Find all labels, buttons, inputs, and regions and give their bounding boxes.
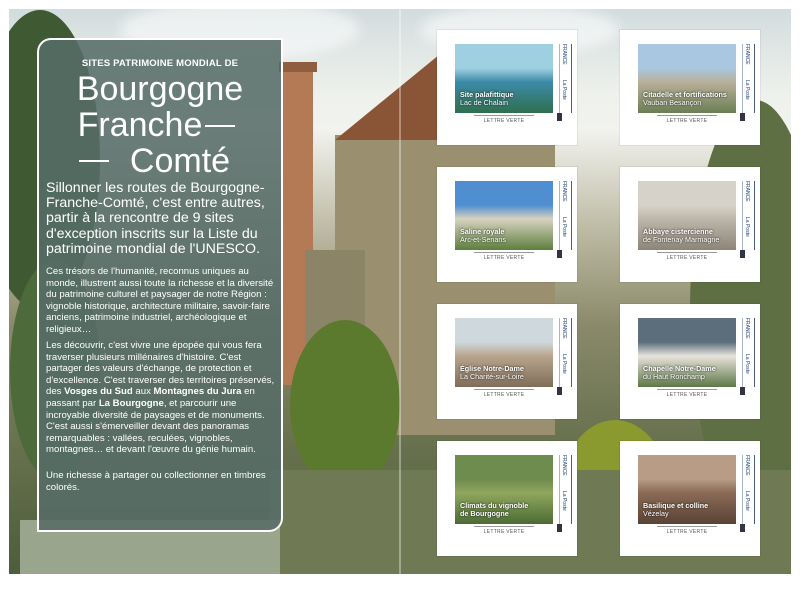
- sheet-fold: [399, 0, 401, 592]
- stamp-edge-band: [571, 44, 572, 113]
- stamp-issuer: La Poste: [561, 80, 567, 100]
- stamp-4: [620, 167, 760, 282]
- stamp-phosphor-band: [559, 181, 560, 250]
- stamp-value: LETTRE VERTE: [437, 118, 571, 124]
- stamp-image: [638, 455, 736, 524]
- stamp-caption-line-2: de Bourgogne: [460, 509, 509, 519]
- stamp-caption: [643, 228, 719, 245]
- title-line-3: Comté: [129, 142, 231, 180]
- text-run: en passant par: [46, 386, 255, 409]
- chimney-cap: [279, 62, 317, 72]
- stamp-value: LETTRE VERTE: [620, 118, 754, 124]
- stamp-issuer: La Poste: [561, 491, 567, 511]
- stamp-issuer: La Poste: [744, 80, 750, 100]
- stamp-caption-line-1: Climats du vignoble: [460, 500, 529, 510]
- stamp-country: FRANCE: [561, 318, 567, 339]
- stamp-value: LETTRE VERTE: [437, 255, 571, 261]
- text-run: , et parcourir une incroyable diversité de paysages et de monuments. C'est aussi s'émerveiller devant des panoramas remarquables : vallées, reculées, vignobles, montagnes… et devant l'œuvre du génie humain.: [46, 397, 265, 456]
- stamp-caption-line-1: Chapelle Notre-Dame: [643, 363, 716, 373]
- stamp-value: LETTRE VERTE: [620, 255, 754, 261]
- stamp-country: FRANCE: [744, 44, 750, 65]
- stamp-value: LETTRE VERTE: [437, 529, 571, 535]
- text-bold-jura: Montagnes du Jura: [153, 386, 242, 398]
- stamp-edge-band: [571, 181, 572, 250]
- sheet-bottom-margin: [0, 574, 800, 592]
- stamp-edge-band: [571, 318, 572, 387]
- stamp-caption-line-2: Vauban Besançon: [643, 98, 702, 108]
- panel-paragraph-1: Ces trésors de l'humanité, reconnus uniques au monde, illustrent aussi toute la richesse et la diversité du patrimoine culturel et paysager de notre Région : vignoble historique, architecture militaire, savoir-faire anciens, patrimoine industriel, archéologique et religieux…: [46, 266, 274, 335]
- stamp-3: [437, 167, 577, 282]
- stamp-1: [437, 30, 577, 145]
- stamp-caption-line-2: Arc-et-Senans: [460, 235, 506, 245]
- stamp-issuer: La Poste: [744, 491, 750, 511]
- text-bold-vosges: Vosges du Sud: [64, 386, 133, 398]
- stamp-7: [437, 441, 577, 556]
- panel-paragraph-2: [46, 340, 278, 456]
- stamp-phosphor-band: [742, 318, 743, 387]
- title-rule-1: [205, 125, 235, 127]
- info-panel: [37, 38, 283, 532]
- stamp-caption-line-1: Citadelle et fortifications: [643, 89, 727, 99]
- stamp-issuer: La Poste: [561, 217, 567, 237]
- stamp-value: LETTRE VERTE: [437, 392, 571, 398]
- stamp-edge-band: [754, 44, 755, 113]
- stamp-image: [638, 181, 736, 250]
- text-run: Les découvrir, c'est vivre une épopée qui vous fera traverser plusieurs millénaires d'histoire. C'est partager des valeurs d'échange, de protection et d'excellence. C'est traverser des territoires préservés, des: [46, 340, 275, 398]
- stamp-caption: [643, 91, 727, 108]
- stamp-caption: [460, 91, 514, 108]
- text-bold-bourgogne: La Bourgogne: [98, 397, 164, 409]
- stamp-edge-band: [571, 455, 572, 524]
- stamp-caption-line-1: Église Notre-Dame: [460, 363, 524, 373]
- stamp-caption-line-2: du Haut Ronchamp: [643, 372, 705, 382]
- stamp-caption-line-1: Basilique et colline: [643, 500, 709, 510]
- panel-paragraph-3: Une richesse à partager ou collectionner en timbres colorés.: [46, 470, 266, 493]
- stamp-phosphor-band: [559, 318, 560, 387]
- stamp-phosphor-band: [742, 44, 743, 113]
- stamp-issuer: La Poste: [561, 354, 567, 374]
- stamp-caption: [643, 365, 716, 382]
- stamp-caption-line-2: Vézelay: [643, 509, 669, 519]
- stamp-2: [620, 30, 760, 145]
- stamp-country: FRANCE: [744, 318, 750, 339]
- stamp-caption-line-2: de Fontenay Marmagne: [643, 235, 720, 245]
- stamp-issuer: La Poste: [744, 354, 750, 374]
- stamp-caption-line-1: Saline royale: [460, 226, 505, 236]
- stamp-value: LETTRE VERTE: [620, 529, 754, 535]
- stamp-caption: [643, 502, 708, 519]
- panel-subtitle: SITES PATRIMOINE MONDIAL DE: [81, 58, 239, 69]
- stamp-edge-band: [754, 181, 755, 250]
- stamp-image: [638, 44, 736, 113]
- stamp-country: FRANCE: [561, 455, 567, 476]
- stamp-caption-line-2: La Charité-sur-Loire: [460, 372, 524, 382]
- stamp-phosphor-band: [742, 455, 743, 524]
- stamp-country: FRANCE: [561, 44, 567, 65]
- stamp-caption-line-1: Site palafittique: [460, 89, 514, 99]
- stamp-caption: [460, 502, 528, 519]
- shrub: [290, 320, 400, 490]
- title-line-2: Franche: [77, 106, 203, 144]
- stamp-phosphor-band: [559, 44, 560, 113]
- stamp-image: [455, 318, 553, 387]
- stamp-value: LETTRE VERTE: [620, 392, 754, 398]
- stamp-image: [455, 181, 553, 250]
- stamp-caption-line-2: Lac de Chalain: [460, 98, 508, 108]
- stamp-caption: [460, 365, 524, 382]
- stamp-phosphor-band: [742, 181, 743, 250]
- stamp-5: [437, 304, 577, 419]
- panel-intro: Sillonner les routes de Bourgogne-Franche-Comté, c'est entre autres, partir à la rencontre de 9 sites d'exception inscrits sur la Liste du patrimoine mondial de l'UNESCO.: [46, 180, 265, 257]
- stamp-country: FRANCE: [744, 181, 750, 202]
- stamp-country: FRANCE: [744, 455, 750, 476]
- stamp-caption-line-1: Abbaye cistercienne: [643, 226, 713, 236]
- stamp-image: [638, 318, 736, 387]
- stamp-phosphor-band: [559, 455, 560, 524]
- text-run: aux: [132, 386, 154, 398]
- stamp-6: [620, 304, 760, 419]
- title-line-1: Bourgogne: [76, 70, 244, 108]
- stamp-issuer: La Poste: [744, 217, 750, 237]
- stamp-image: [455, 44, 553, 113]
- stamp-caption: [460, 228, 506, 245]
- stamp-edge-band: [754, 318, 755, 387]
- stamp-edge-band: [754, 455, 755, 524]
- stamp-image: [455, 455, 553, 524]
- stamp-country: FRANCE: [561, 181, 567, 202]
- stamp-8: [620, 441, 760, 556]
